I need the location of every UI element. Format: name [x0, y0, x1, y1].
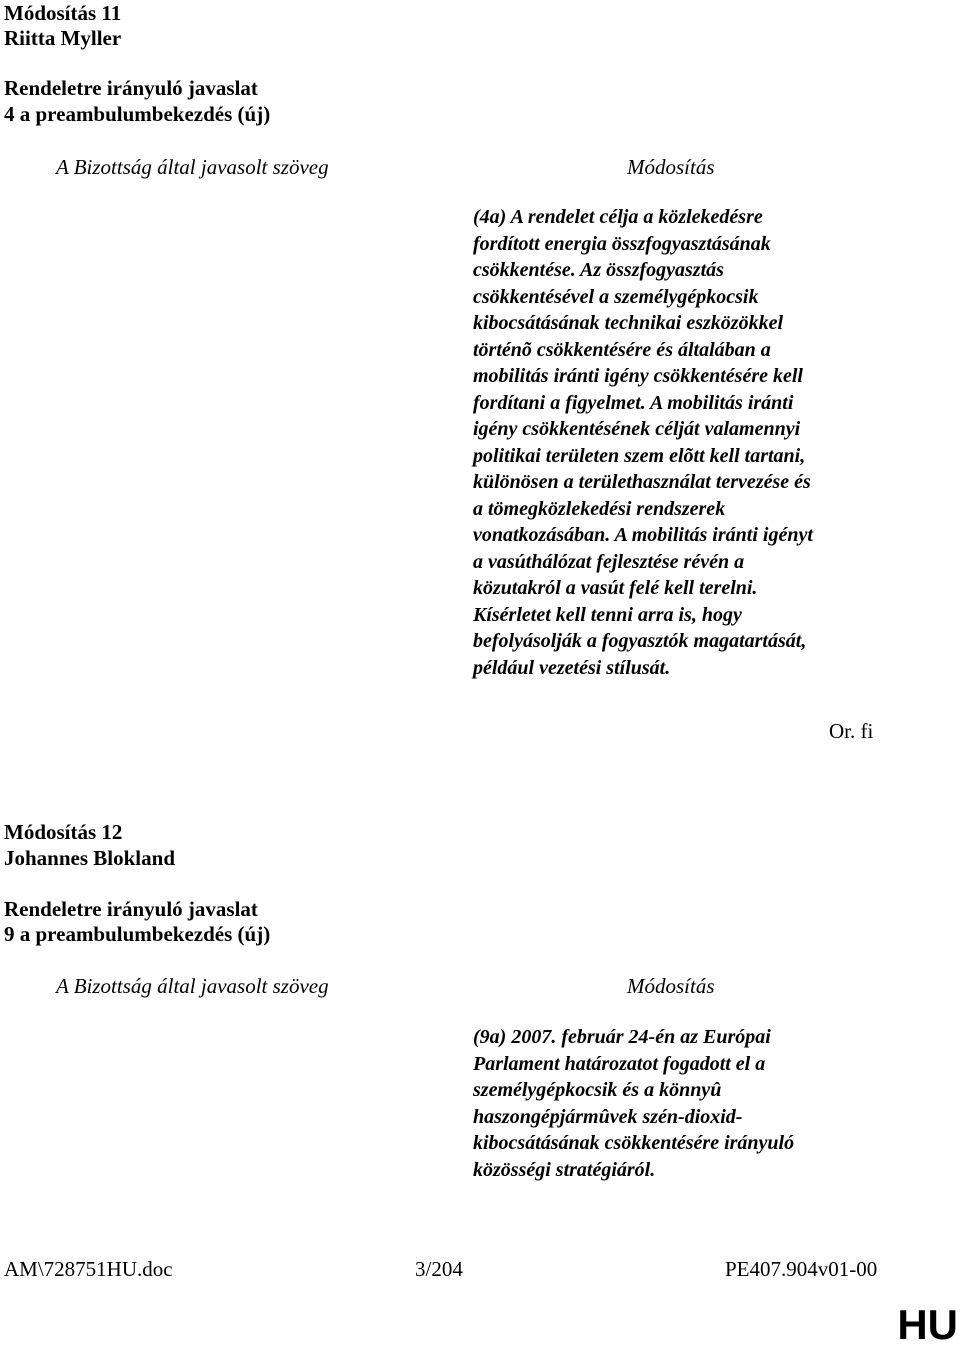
amendment-12-text — [473, 1024, 794, 1183]
amendment-11-text — [473, 204, 813, 681]
text-line: Parlament határozatot fogadott el a — [473, 1052, 766, 1075]
text-line: politikai területen szem elõtt kell tartani, — [473, 444, 806, 467]
text-line: a tömegközlekedési rendszerek — [473, 497, 726, 520]
amendment-12-proposal-type: Rendeletre irányuló javaslat — [4, 897, 258, 921]
text-line: a vasúthálózat fejlesztése révén a — [473, 550, 745, 573]
text-line: (9a) 2007. február 24-én az Európai — [473, 1026, 771, 1048]
amendment-11-col-right-header: Módosítás — [627, 155, 715, 179]
text-line: mobilitás iránti igény csökkentésére kell — [473, 365, 803, 387]
language-badge: HU — [897, 1301, 958, 1348]
amendment-11-reference: 4 a preambulumbekezdés (új) — [4, 102, 271, 126]
amendment-11-number: Módosítás 11 — [4, 1, 122, 25]
amendment-11-proposal-type: Rendeletre irányuló javaslat — [4, 76, 258, 100]
text-line: csökkentése. Az összfogyasztás — [473, 259, 724, 281]
text-line: (4a) A rendelet célja a közlekedésre — [473, 206, 763, 228]
amendment-11-author: Riitta Myller — [4, 26, 122, 50]
text-line: kibocsátásának technikai eszközökkel — [473, 312, 784, 334]
amendment-12-col-right-header: Módosítás — [627, 974, 715, 998]
text-line: igény csökkentésének célját valamennyi — [473, 418, 801, 440]
text-line: közutakról a vasút felé kell terelni. — [473, 577, 758, 599]
amendment-12-author: Johannes Blokland — [4, 846, 175, 870]
footer-page-number: 3/204 — [415, 1257, 463, 1281]
text-line: személygépkocsik és a könnyû — [473, 1079, 722, 1101]
text-line: csökkentésével a személygépkocsik — [473, 285, 759, 308]
text-line: közösségi stratégiáról. — [473, 1158, 656, 1181]
text-line: fordított energia összfogyasztásának — [473, 232, 771, 255]
text-line: befolyásolják a fogyasztók magatartását, — [473, 630, 807, 652]
text-line: Kísérletet kell tenni arra is, hogy — [473, 603, 742, 626]
text-line: kibocsátásának csökkentésére irányuló — [473, 1132, 795, 1154]
amendment-11-col-left-header: A Bizottság által javasolt szöveg — [56, 155, 329, 179]
amendment-12-number: Módosítás 12 — [4, 820, 123, 844]
text-line: különösen a területhasználat tervezése és — [473, 471, 811, 493]
amendment-12-reference: 9 a preambulumbekezdés (új) — [4, 922, 271, 946]
amendment-12-col-left-header: A Bizottság által javasolt szöveg — [56, 974, 329, 998]
text-line: történõ csökkentésére és általában a — [473, 338, 771, 361]
footer-doc-ref: AM\728751HU.doc — [4, 1257, 173, 1281]
text-line: például vezetési stílusát. — [473, 656, 671, 679]
text-line: haszongépjármûvek szén-dioxid- — [473, 1105, 743, 1128]
original-language: Or. fi — [829, 719, 874, 743]
text-line: fordítani a figyelmet. A mobilitás iránti — [473, 391, 794, 414]
footer-pe-ref: PE407.904v01-00 — [725, 1257, 878, 1281]
text-line: vonatkozásában. A mobilitás iránti igényt — [473, 524, 813, 546]
